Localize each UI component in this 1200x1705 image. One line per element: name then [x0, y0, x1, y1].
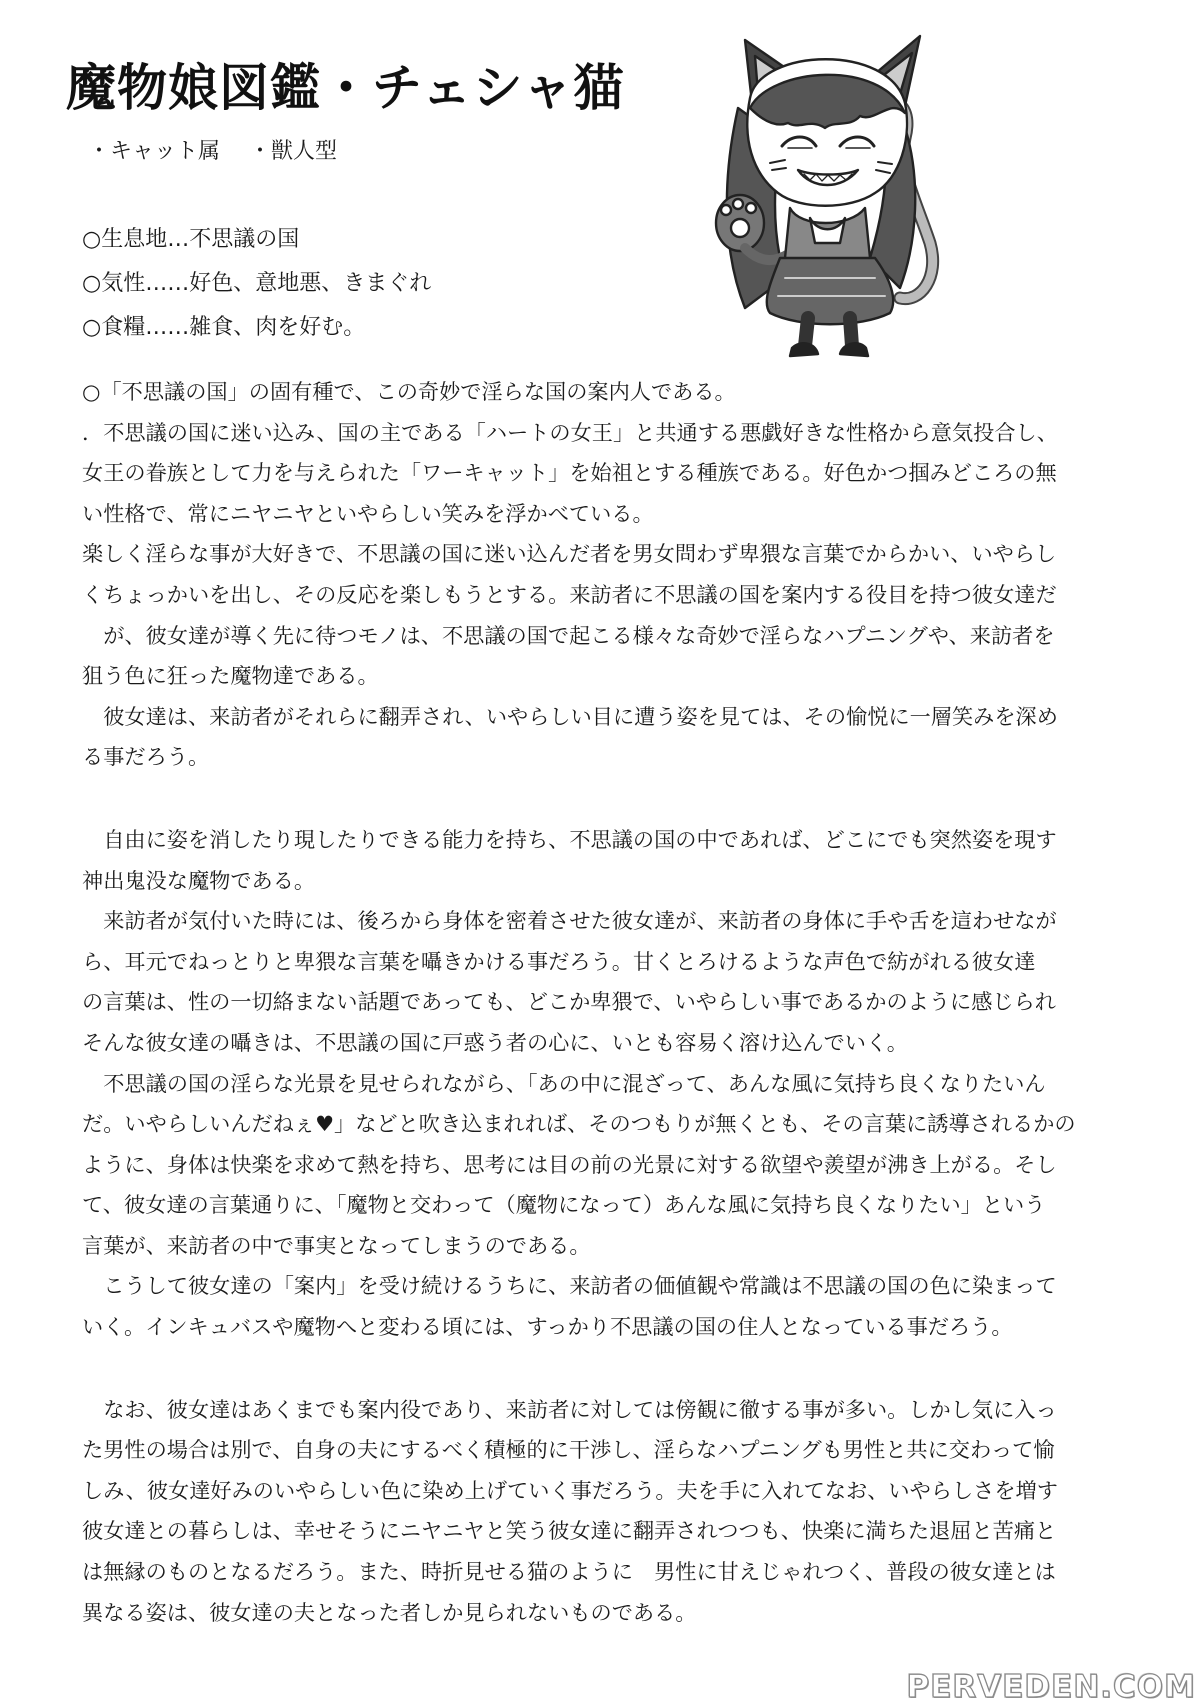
paragraph-partners: [82, 1390, 1162, 1634]
text-line: こうして彼女達の「案内」を受け続けるうちに、来訪者の価値観や常識は不思議の国の色に染まって: [82, 1273, 1057, 1299]
text-line: の言葉は、性の一切絡まない話題であっても、どこか卑猥で、いやらしい事であるかのように感じられ: [82, 989, 1056, 1015]
text-line: 楽しく淫らな事が大好きで、不思議の国に迷い込んだ者を男女問わず卑猥な言葉でからかい、いやらし: [82, 541, 1057, 567]
text-line: だ。いやらしいんだねぇ♥」などと吹き込まれれば、そのつもりが無くとも、その言葉に誘導されるかの: [82, 1111, 1076, 1137]
text-line: そんな彼女達の囁きは、不思議の国に戸惑う者の心に、いとも容易く溶け込んでいく。: [82, 1029, 908, 1055]
text-line: い性格で、常にニヤニヤといやらしい笑みを浮かべている。: [82, 500, 654, 526]
page-title: 魔物娘図鑑・チェシャ猫: [66, 59, 625, 117]
text-line: 言葉が、来訪者の中で事実となってしまうのである。: [82, 1232, 591, 1258]
text-line: ように、身体は快楽を求めて熱を持ち、思考には目の前の光景に対する欲望や羨望が沸き上がる。そし: [82, 1151, 1057, 1177]
text-line: が、彼女達が導く先に待つモノは、不思議の国で起こる様々な奇妙で淫らなハプニングや、来訪者を: [82, 622, 1055, 648]
text-line: くちょっかいを出し、その反応を楽しもうとする。来訪者に不思議の国を案内する役目を持つ彼女達だ: [82, 581, 1057, 607]
classification-traits: ・キャット属 ・獣人型: [88, 139, 337, 164]
text-line: 来訪者が気付いた時には、後ろから身体を密着させた彼女達が、来訪者の身体に手や舌を這わせなが: [82, 908, 1057, 934]
text-line: 異なる姿は、彼女達の夫となった者しか見られないものである。: [82, 1599, 697, 1625]
text-line: は無縁のものとなるだろう。また、時折見せる猫のように 男性に甘えじゃれつく、普段の彼女達とは: [82, 1559, 1056, 1585]
description-body: [82, 372, 1162, 1633]
text-line: 女王の眷族として力を与えられた「ワーキャット」を始祖とする種族である。好色かつ掴みどころの無: [82, 460, 1057, 486]
paragraph-origin: [82, 372, 1162, 778]
text-line: る事だろう。: [82, 744, 210, 770]
text-line: た男性の場合は別で、自身の夫にするべく積極的に干渉し、淫らなハプニングも男性と共に交わって愉: [82, 1437, 1055, 1463]
text-line: ら、耳元でねっとりと卑猥な言葉を囁きかける事だろう。甘くとろけるような声色で紡がれる彼女達: [82, 948, 1036, 974]
text-line: いく。インキュバスや魔物へと変わる頃には、すっかり不思議の国の住人となっている事だろう。: [82, 1314, 1013, 1340]
text-line: 不思議の国の淫らな光景を見せられながら、「あの中に混ざって、あんな風に気持ち良くなりたいん: [82, 1070, 1046, 1096]
diet-stat: ○食糧……雑食、肉を好む。: [82, 315, 366, 340]
cheshire-cat-girl-illustration: [700, 28, 970, 368]
text-line: 神出鬼没な魔物である。: [82, 867, 316, 893]
text-line: なお、彼女達はあくまでも案内役であり、来訪者に対しては傍観に徹する事が多い。しかし気に入っ: [82, 1396, 1057, 1422]
temperament-stat: ○気性……好色、意地悪、きまぐれ: [82, 271, 432, 296]
text-line: て、彼女達の言葉通りに、「魔物と交わって（魔物になって）あんな風に気持ち良くなりたい」という: [82, 1192, 1046, 1218]
text-line: 自由に姿を消したり現したりできる能力を持ち、不思議の国の中であれば、どこにでも突然姿を現す: [82, 826, 1057, 852]
text-line: 狙う色に狂った魔物達である。: [82, 663, 379, 689]
text-line: ○「不思議の国」の固有種で、この奇妙で淫らな国の案内人である。: [82, 379, 736, 404]
habitat-stat: ○生息地…不思議の国: [82, 227, 300, 252]
text-line: 彼女達との暮らしは、幸せそうにニヤニヤと笑う彼女達に翻弄されつつも、快楽に満ちた退屈と苦痛と: [82, 1518, 1057, 1544]
paragraph-abilities: [82, 820, 1162, 1348]
text-line: ．不思議の国に迷い込み、国の主である「ハートの女王」と共通する悪戯好きな性格から意気投合し、: [82, 419, 1058, 445]
text-line: しみ、彼女達好みのいやらしい色に染め上げていく事だろう。夫を手に入れてなお、いやらしさを増す: [82, 1477, 1058, 1503]
stats-list: [82, 218, 431, 350]
site-watermark: PERVEDEN.COM: [906, 1669, 1196, 1705]
text-line: 彼女達は、来訪者がそれらに翻弄され、いやらしい目に遭う姿を見ては、その愉悦に一層笑みを深め: [82, 703, 1058, 729]
